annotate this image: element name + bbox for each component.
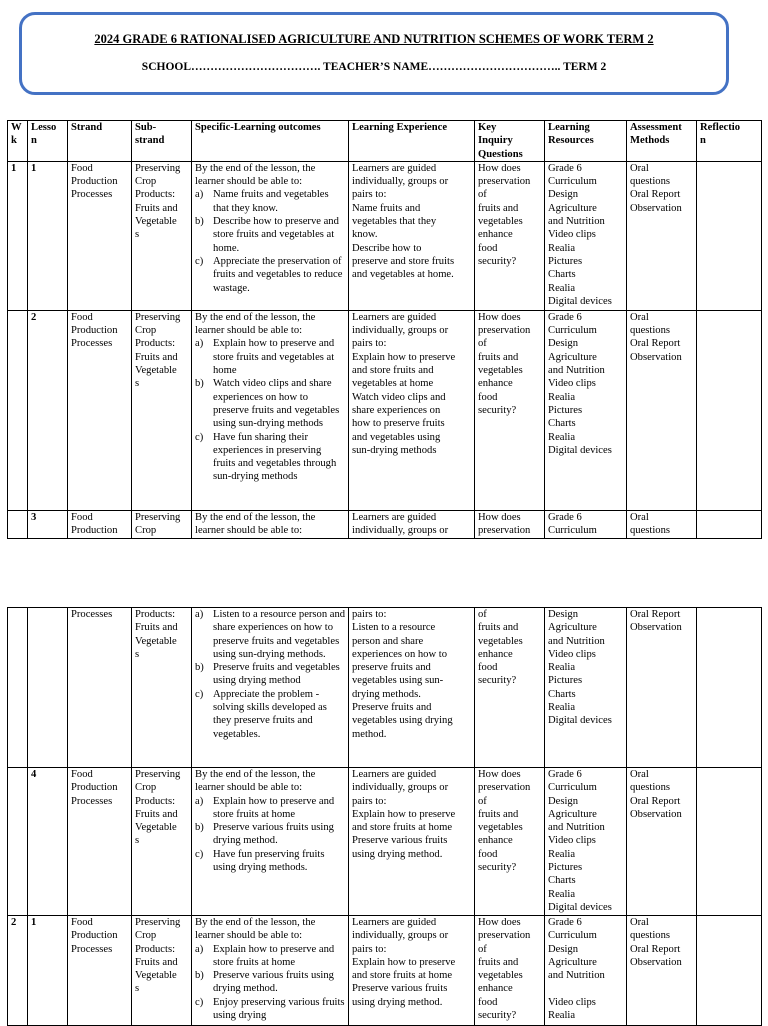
assessment-cell: Oral questions Oral Report Observation: [627, 916, 697, 1026]
table-row: [8, 768, 762, 916]
week-cell: [8, 310, 28, 510]
experience-cell: Learners are guided individually, groups or pairs to: Explain how to preserve and store fruits and vegetables at home Watch video clips and share experiences on how to preserve fruits and vegetables using sun-drying methods: [349, 310, 475, 510]
outcome-text: Preserve various fruits using drying method.: [213, 822, 334, 847]
lesson-cell: [28, 608, 68, 768]
outcome-item: [195, 661, 346, 688]
inquiry-question-cell: How does preservation of fruits and vegetables enhance food security?: [475, 916, 545, 1026]
assessment-cell: Oral Report Observation: [627, 608, 697, 768]
table-header-row: [8, 121, 762, 162]
header-substrand: Sub- strand: [132, 121, 192, 162]
outcome-marker: a): [195, 943, 204, 955]
table-row: [8, 608, 762, 768]
table-row: [8, 310, 762, 510]
experience-cell: pairs to: Listen to a resource person and share experiences on how to preserve fruits and vegetables using sun- drying methods. Preserve fruits and vegetables using drying method.: [349, 608, 475, 768]
document-title: 2024 GRADE 6 RATIONALISED AGRICULTURE AND NUTRITION SCHEMES OF WORK TERM 2: [94, 32, 654, 46]
header-week: W k: [8, 121, 28, 162]
outcome-marker: c): [195, 996, 204, 1008]
outcome-marker: c): [195, 431, 204, 443]
schemes-table-part-2: [7, 607, 762, 1026]
lesson-cell: 4: [28, 768, 68, 916]
table-page-2: [7, 607, 761, 1026]
experience-cell: Learners are guided individually, groups or pairs to: Explain how to preserve and store fruits at home Preserve various fruits using drying method.: [349, 768, 475, 916]
outcome-item: [195, 337, 346, 377]
outcome-item: [195, 943, 346, 970]
school-teacher-term-line: SCHOOL……………………………. TEACHER’S NAME…………………………….. TERM 2: [141, 61, 607, 73]
outcome-item: [195, 255, 346, 295]
assessment-cell: Oral questions Oral Report Observation: [627, 768, 697, 916]
outcome-item: [195, 377, 346, 430]
outcomes-list: [195, 188, 346, 294]
substrand-cell: Preserving Crop Products: Fruits and Vegetable s: [132, 768, 192, 916]
experience-cell: Learners are guided individually, groups or pairs to: Explain how to preserve and store fruits at home Preserve various fruits using drying method.: [349, 916, 475, 1026]
resources-cell: Design Agriculture and Nutrition Video clips Realia Pictures Charts Realia Digital devices: [545, 608, 627, 768]
outcome-text: Appreciate the problem - solving skills developed as they preserve fruits and vegetables.: [213, 688, 327, 740]
outcomes-cell: [192, 310, 349, 510]
outcome-marker: a): [195, 795, 204, 807]
inquiry-question-cell: How does preservation of fruits and vegetables enhance food security?: [475, 310, 545, 510]
lesson-cell: 2: [28, 310, 68, 510]
week-cell: 2: [8, 916, 28, 1026]
inquiry-question-cell: of fruits and vegetables enhance food security?: [475, 608, 545, 768]
outcome-text: Name fruits and vegetables that they know.: [213, 189, 329, 214]
outcome-text: Watch video clips and share experiences on how to preserve fruits and vegetables using sun-drying methods: [213, 378, 340, 430]
substrand-cell: Preserving Crop Products: Fruits and Vegetable s: [132, 310, 192, 510]
week-cell: [8, 768, 28, 916]
resources-cell: Grade 6 Curriculum Design Agriculture and Nutrition Video clips Realia Pictures Charts Realia Digital devices: [545, 768, 627, 916]
lesson-cell: 1: [28, 161, 68, 310]
outcome-marker: c): [195, 848, 204, 860]
outcome-marker: b): [195, 216, 204, 228]
table-page-1: [7, 120, 761, 539]
outcomes-cell: [192, 608, 349, 768]
outcome-marker: c): [195, 688, 204, 700]
reflection-cell: [697, 608, 762, 768]
outcome-text: Listen to a resource person and share experiences on how to preserve fruits and vegetables using sun-drying methods.: [213, 609, 346, 660]
table-row: [8, 510, 762, 538]
lesson-cell: 1: [28, 916, 68, 1026]
outcome-item: [195, 996, 346, 1023]
outcome-item: [195, 821, 346, 848]
outcome-text: Preserve various fruits using drying method.: [213, 970, 334, 995]
week-cell: 1: [8, 161, 28, 310]
outcome-item: [195, 431, 346, 484]
reflection-cell: [697, 768, 762, 916]
outcomes-intro: By the end of the lesson, the learner should be able to:: [195, 162, 316, 188]
resources-cell: Grade 6 Curriculum Design Agriculture and Nutrition Video clips Realia Pictures Charts Realia Digital devices: [545, 161, 627, 310]
substrand-cell: Preserving Crop Products: Fruits and Vegetable s: [132, 916, 192, 1026]
outcome-marker: c): [195, 255, 204, 267]
header-outcomes: Specific-Learning outcomes: [192, 121, 349, 162]
header-resources: Learning Resources: [545, 121, 627, 162]
outcomes-cell: [192, 916, 349, 1026]
header-reflection: Reflectio n: [697, 121, 762, 162]
week-cell: [8, 510, 28, 538]
header-inquiry: Key Inquiry Questions: [475, 121, 545, 162]
outcomes-list: [195, 608, 346, 741]
reflection-cell: [697, 310, 762, 510]
schemes-table-part-1: [7, 120, 762, 539]
outcome-item: [195, 215, 346, 255]
assessment-cell: Oral questions Oral Report Observation: [627, 310, 697, 510]
strand-cell: Food Production Processes: [68, 916, 132, 1026]
outcome-marker: a): [195, 609, 204, 620]
outcome-marker: b): [195, 970, 204, 982]
strand-cell: Food Production Processes: [68, 310, 132, 510]
substrand-cell: Preserving Crop Products: Fruits and Vegetable s: [132, 161, 192, 310]
outcome-marker: a): [195, 338, 204, 350]
lesson-cell: 3: [28, 510, 68, 538]
outcomes-list: [195, 795, 346, 875]
outcomes-cell: [192, 510, 349, 538]
outcome-item: [195, 188, 346, 215]
outcomes-cell: [192, 768, 349, 916]
assessment-cell: Oral questions Oral Report Observation: [627, 161, 697, 310]
resources-cell: Grade 6 Curriculum Design Agriculture and Nutrition Video clips Realia Pictures Charts Realia Digital devices: [545, 310, 627, 510]
inquiry-question-cell: How does preservation of fruits and vegetables enhance food security?: [475, 768, 545, 916]
outcome-text: Describe how to preserve and store fruits and vegetables at home.: [213, 216, 339, 254]
resources-cell: Grade 6 Curriculum Design Agriculture and Nutrition Video clips Realia: [545, 916, 627, 1026]
outcome-item: [195, 608, 346, 661]
resources-cell: Grade 6 Curriculum: [545, 510, 627, 538]
outcome-item: [195, 688, 346, 741]
outcome-marker: b): [195, 378, 204, 390]
outcomes-cell: [192, 161, 349, 310]
outcomes-list: [195, 337, 346, 483]
header-lesson: Lesso n: [28, 121, 68, 162]
outcome-item: [195, 969, 346, 996]
inquiry-question-cell: How does preservation of fruits and vegetables enhance food security?: [475, 161, 545, 310]
strand-cell: Food Production Processes: [68, 768, 132, 916]
outcome-text: Have fun preserving fruits using drying methods.: [213, 848, 325, 874]
experience-cell: Learners are guided individually, groups or pairs to: Name fruits and vegetables that they know. Describe how to preserve and store fruits and vegetables at home.: [349, 161, 475, 310]
assessment-cell: Oral questions: [627, 510, 697, 538]
header-box: [19, 12, 729, 95]
outcome-text: Have fun sharing their experiences in preserving fruits and vegetables through sun-drying methods: [213, 431, 337, 483]
outcome-text: Preserve fruits and vegetables using drying method: [213, 662, 340, 687]
outcome-text: Explain how to preserve and store fruits at home: [213, 795, 335, 820]
outcome-marker: b): [195, 822, 204, 834]
header-strand: Strand: [68, 121, 132, 162]
strand-cell: Food Production Processes: [68, 161, 132, 310]
outcomes-list: [195, 943, 346, 1023]
strand-cell: Food Production: [68, 510, 132, 538]
outcome-item: [195, 795, 346, 822]
outcomes-intro: By the end of the lesson, the learner should be able to:: [195, 311, 316, 337]
substrand-cell: Preserving Crop: [132, 510, 192, 538]
table-row: [8, 161, 762, 310]
reflection-cell: [697, 161, 762, 310]
outcome-text: Appreciate the preservation of fruits and vegetables to reduce wastage.: [213, 255, 343, 294]
substrand-cell: Products: Fruits and Vegetable s: [132, 608, 192, 768]
outcome-marker: a): [195, 189, 204, 201]
reflection-cell: [697, 916, 762, 1026]
outcome-text: Explain how to preserve and store fruits at home: [213, 943, 335, 968]
header-experience: Learning Experience: [349, 121, 475, 162]
outcomes-intro: By the end of the lesson, the learner should be able to:: [195, 917, 316, 942]
inquiry-question-cell: How does preservation: [475, 510, 545, 538]
header-assessment: Assessment Methods: [627, 121, 697, 162]
reflection-cell: [697, 510, 762, 538]
outcomes-intro: By the end of the lesson, the learner should be able to:: [195, 511, 316, 537]
outcome-item: [195, 848, 346, 875]
outcome-marker: b): [195, 662, 204, 674]
outcome-text: Explain how to preserve and store fruits and vegetables at home: [213, 338, 335, 377]
experience-cell: Learners are guided individually, groups or: [349, 510, 475, 538]
week-cell: [8, 608, 28, 768]
outcome-text: Enjoy preserving various fruits using drying: [213, 996, 345, 1022]
strand-cell: Processes: [68, 608, 132, 768]
outcomes-intro: By the end of the lesson, the learner should be able to:: [195, 769, 316, 794]
table-row: [8, 916, 762, 1026]
